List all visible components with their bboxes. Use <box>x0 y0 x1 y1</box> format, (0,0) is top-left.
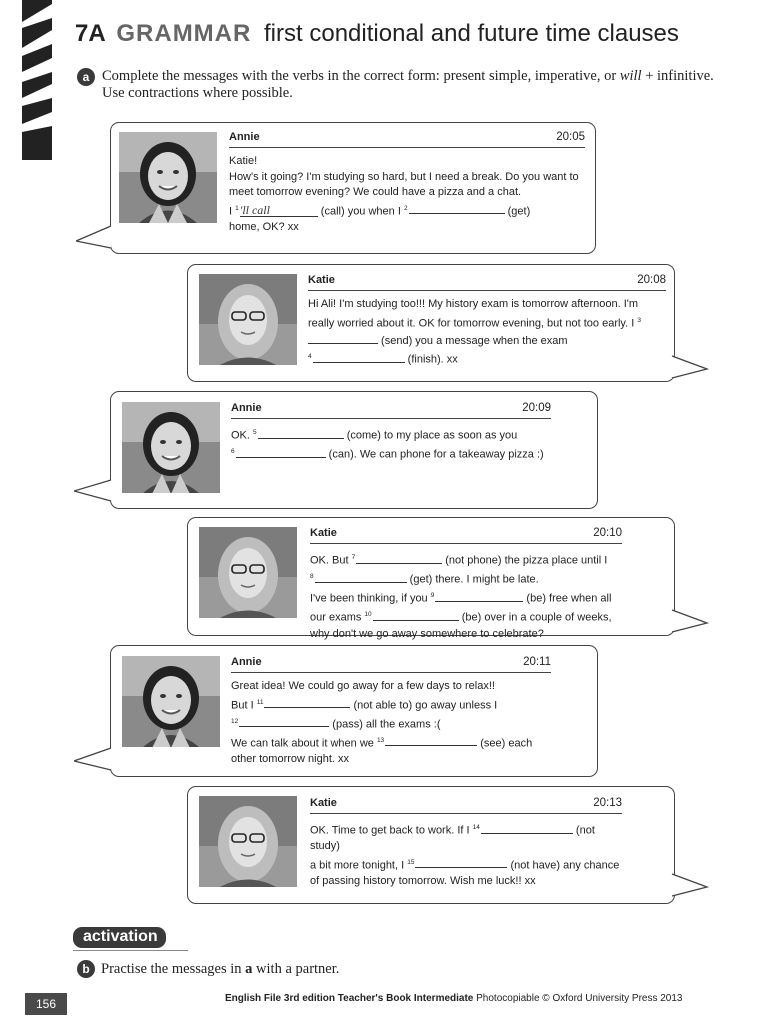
message-bubble-3 <box>110 391 598 509</box>
message-header <box>308 273 666 291</box>
answer-blank-1 <box>240 203 318 217</box>
message-bubble-2 <box>187 264 675 382</box>
bubble-tail-left <box>76 224 116 250</box>
annie-photo <box>122 656 220 747</box>
message-text: OK. $^5$ (come) to my place as soon as you $^6$ (can). We can phone for a takeaway pizza :) <box>231 425 551 463</box>
message-bubble-1 <box>110 122 596 254</box>
exercise-a-badge: a <box>77 68 95 86</box>
message-bubble-6 <box>187 786 675 904</box>
decorative-stripes <box>22 0 52 160</box>
katie-avatar <box>199 796 297 887</box>
bubble-tail-right <box>667 354 709 380</box>
example-answer: 'll call <box>239 203 270 218</box>
message-header <box>310 796 622 814</box>
message-time: 20:10 <box>593 527 622 539</box>
katie-photo <box>199 527 297 618</box>
answer-blank-2 <box>409 202 505 214</box>
message-time: 20:13 <box>593 797 622 809</box>
section-label: GRAMMAR <box>116 20 252 47</box>
answer-blank-5 <box>258 427 344 439</box>
answer-blank-9 <box>435 590 523 602</box>
sender-name: Annie <box>231 656 262 668</box>
answer-blank-15 <box>415 856 507 868</box>
answer-blank-11 <box>264 696 350 708</box>
answer-blank-14 <box>481 822 573 834</box>
activation-divider <box>73 950 188 951</box>
annie-avatar <box>119 132 217 223</box>
annie-avatar <box>122 402 220 493</box>
answer-blank-3 <box>308 332 378 344</box>
sender-name: Katie <box>310 527 337 539</box>
message-bubble-5 <box>110 645 598 777</box>
message-text: OK. But $^7$ (not phone) the pizza place until I $^8$ (get) there. I might be late. I've been thinking, if you $^9$ (be) free when all our exams $^{10}$ (be) over in a couple of weeks, why don't we go away somewhere to celebrate? <box>310 550 622 642</box>
exercise-b-instruction: b Practise the messages in a with a partner. <box>77 960 339 978</box>
page-number: 156 <box>25 993 67 1015</box>
message-text: Great idea! We could go away for a few days to relax!! But I $^{11}$ (not able to) go away unless I $^{12}$ (pass) all the exams :( We can talk about it when we $^{13}$ (see) each other tomorrow night. xx <box>231 680 533 765</box>
bubble-tail-right <box>667 608 709 634</box>
bubble-tail-right <box>667 872 709 898</box>
message-header <box>231 401 551 419</box>
answer-blank-4 <box>313 351 405 363</box>
exercise-b-badge: b <box>77 960 95 978</box>
message-text: OK. Time to get back to work. If I $^{14}$ (not study) a bit more tonight, I $^{15}$ (not have) any chance of passing history tomorrow. Wish me luck!! xx <box>310 820 622 889</box>
message-text: Katie! How's it going? I'm studying so hard, but I need a break. Do you want to meet tomorrow evening? We could have a pizza and a chat. I $^1$'ll call (call) you when I $^2$ (get) home, OK? xx <box>229 155 579 233</box>
katie-avatar <box>199 274 297 365</box>
answer-blank-6 <box>236 446 326 458</box>
annie-photo <box>119 132 217 223</box>
answer-blank-10 <box>373 609 459 621</box>
sender-name: Katie <box>310 797 337 809</box>
katie-photo <box>199 274 297 365</box>
activation-banner: activation <box>73 927 166 948</box>
answer-blank-7 <box>356 552 442 564</box>
annie-photo <box>122 402 220 493</box>
message-time: 20:09 <box>522 402 551 414</box>
topic-title: first conditional and future time clauses <box>264 20 679 47</box>
sender-name: Annie <box>229 131 260 143</box>
message-header <box>231 655 551 673</box>
katie-photo <box>199 796 297 887</box>
answer-blank-8 <box>315 571 407 583</box>
message-text: Hi Ali! I'm studying too!!! My history exam is tomorrow afternoon. I'm really worried about it. OK for tomorrow evening, but not too early. I $^3$ (send) you a message when the exam $^4$ (finish). xx <box>308 298 641 366</box>
footer-credit: English File 3rd edition Teacher's Book Intermediate Photocopiable © Oxford University Press 2013 <box>225 993 683 1004</box>
message-time: 20:08 <box>637 274 666 286</box>
page-title <box>75 20 679 48</box>
message-time: 20:05 <box>556 131 585 143</box>
message-bubble-4 <box>187 517 675 640</box>
message-header <box>310 526 622 544</box>
answer-blank-12 <box>239 715 329 727</box>
message-header <box>229 130 585 148</box>
annie-avatar <box>122 656 220 747</box>
answer-blank-13 <box>385 734 477 746</box>
lesson-number: 7A <box>75 20 106 47</box>
sender-name: Katie <box>308 274 335 286</box>
exercise-a-instruction: a Complete the messages with the verbs in the correct form: present simple, imperative, or will + infinitive. Use contractions where possible. <box>77 68 727 102</box>
sender-name: Annie <box>231 402 262 414</box>
katie-avatar <box>199 527 297 618</box>
bubble-tail-left <box>74 478 116 504</box>
message-time: 20:11 <box>523 656 551 668</box>
bubble-tail-left <box>74 746 116 772</box>
